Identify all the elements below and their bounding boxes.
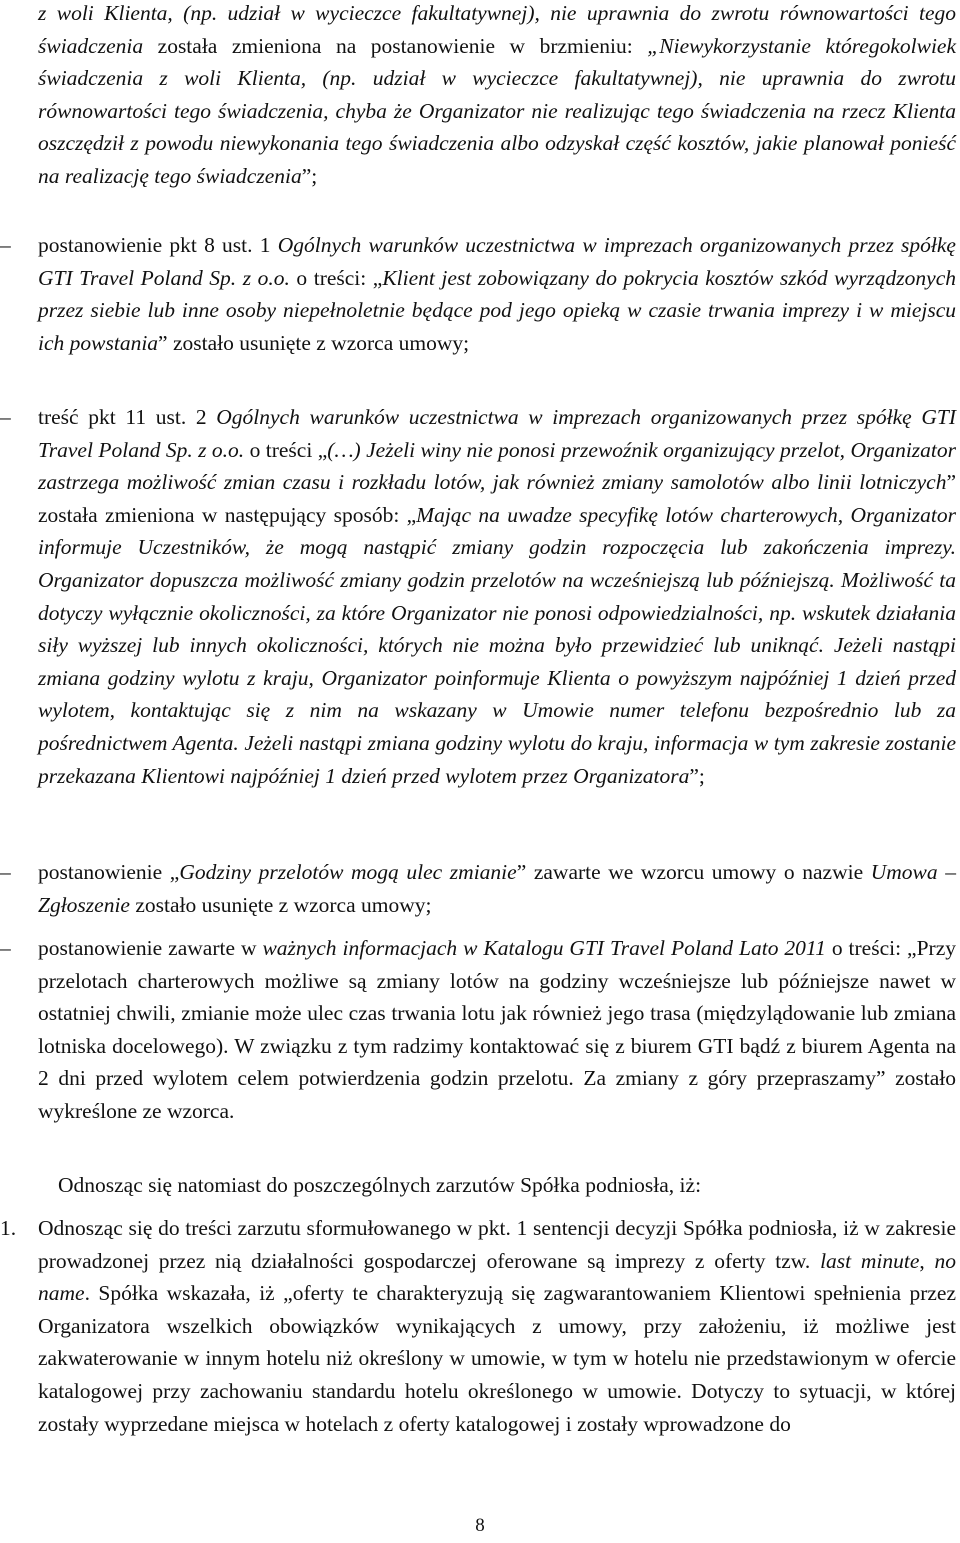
text: Odnosząc się do treści zarzutu sformułowanego w pkt. 1 sentencji decyzji Spółka podniosła, iż w zakresie prowadzonej przez nią działalności gospodarczej oferowane są imprezy z oferty tzw. [38, 1216, 956, 1273]
dash-bullet: – [0, 936, 11, 960]
text: ”; [689, 763, 705, 788]
dash-bullet: – [0, 233, 11, 257]
list-item-text [0, 932, 960, 1128]
text: ”; [301, 163, 318, 188]
paragraph-text: Odnosząc się natomiast do poszczególnych zarzutów Spółka podniosła, iż: [58, 1173, 702, 1197]
text: postanowienie pkt 8 ust. 1 [38, 233, 278, 257]
text-italic: „Niewykorzystanie któregokolwiek świadczenia z woli Klienta, (np. udział w wycieczce fakultatywnej), nie uprawnia do zwrotu równowartości tego świadczenia, chyba że Organizator nie realizując tego świadczenia na rzecz Klienta oszczędził z powodu niewykonania tego świadczenia albo odzyskał część kosztów, jakie planował ponieść na realizację tego świadczenia [38, 33, 957, 188]
list-item-godziny [0, 856, 960, 921]
text-italic: Umowa – Zgłoszenie [38, 860, 956, 917]
text: treść pkt 11 ust. 2 [38, 405, 217, 429]
text: . Spółka wskazała, iż „oferty te charakteryzują się zagwarantowaniem Klientowi spełnienia przez Organizatora wszelkich obowiązków wynikających z umowy, przy założeniu, iż możliwe jest zakwaterowanie w innym hotelu niż określony w umowie, w tym w hotelu nie przedstawionym w ofercie katalogowej przy zachowaniu standardu hotelu określonego w umowie. Dotyczy to sytuacji, w której zostały wyprzedane miejsca w hotelach z oferty katalogowej i zostały wprowadzone do [38, 1281, 956, 1436]
text-italic: ważnych informacjach w Katalogu GTI Travel Poland Lato 2011 [262, 936, 826, 960]
numbered-item-1 [0, 1212, 960, 1440]
text: postanowienie zawarte w [38, 936, 263, 960]
list-item-pkt-11 [0, 401, 960, 792]
list-item-text [0, 229, 960, 359]
text: została zmieniona na postanowienie w brzmieniu: [143, 33, 648, 58]
text-italic: Ogólnych warunków uczestnictwa w imprezach organizowanych przez spółkę GTI Travel Poland Sp. z o.o. [38, 405, 956, 462]
text: postanowienie „ [38, 860, 180, 884]
text-italic: Godziny przelotów mogą ulec zmianie [179, 860, 517, 884]
page-number: 8 [475, 1515, 485, 1536]
text-italic: no name [38, 1248, 957, 1306]
list-item-pkt-8 [0, 229, 960, 359]
text-italic: Mając na uwadze specyfikę lotów charterowych, Organizator informuje Uczestników, że mogą nastąpić zmiany godzin rozpoczęcia lub zakończenia imprezy. Organizator dopuszcza możliwość zmiany godzin przelotów na wcześniejszą lub późniejszą. Możliwość ta dotyczy wyłącznie okoliczności, za które Organizator nie ponosi odpowiedzialności, np. wskutek działania siły wyższej lub innych okoliczności, których nie można było przewidzieć lub uniknąć. Jeżeli nastąpi zmiana godziny wylotu z kraju, Organizator poinformuje Klienta o powyższym najpóźniej 1 dzień przed wylotem, kontaktując się z nim na wskazany w Umowie numer telefonu bezpośrednio lub za pośrednictwem Agenta. Jeżeli nastąpi zmiana godziny wylotu do kraju, informacja w tym zakresie zostanie przekazana Klientowi najpóźniej 1 dzień przed wylotem przez Organizatora [38, 502, 956, 788]
paragraph-intro-zarzuty [0, 1169, 960, 1202]
text: o treści „ [244, 437, 328, 462]
list-item-text [0, 401, 960, 792]
numbered-item-text [0, 1212, 960, 1440]
dash-bullet: – [0, 405, 11, 429]
item-number: 1. [0, 1216, 17, 1240]
text: o treści: „ [289, 265, 383, 290]
text: zostało usunięte z wzorca umowy; [129, 892, 432, 917]
text: ” została zmieniona w następujący sposób: „ [38, 470, 956, 527]
dash-bullet: – [0, 860, 11, 884]
text: ” zawarte we wzorcu umowy o nazwie [516, 860, 871, 884]
paragraph-continuation [0, 0, 960, 193]
text: , [919, 1248, 935, 1273]
text-italic: (…) Jeżeli winy nie ponosi przewoźnik organizujący przelot, Organizator zastrzega możliwość zmian czasu i rozkładu lotów, jak również zmiany samolotów albo linii lotniczych [38, 437, 956, 495]
text: ” zostało usunięte z wzorca umowy; [158, 330, 470, 355]
list-item-text [0, 856, 960, 921]
text-italic: z woli Klienta, (np. udział w wycieczce fakultatywnej), nie uprawnia do zwrotu równowartości tego świadczenia [38, 1, 956, 58]
text-italic: last minute [820, 1248, 920, 1273]
text-italic: Ogólnych warunków uczestnictwa w imprezach organizowanych przez spółkę GTI Travel Poland Sp. z o.o. [38, 233, 956, 290]
list-item-katalog [0, 932, 960, 1128]
text: o treści: „Przy przelotach charterowych możliwe są zmiany lotów na godziny wcześniejsze lub późniejsze nawet w ostatniej chwili, zmianie może ulec czas trwania lotu jak również jego trasa (międzylądowanie lub zmiana lotniska docelowego). W związku z tym radzimy kontaktować się z biurem GTI bądź z biurem Agenta na 2 dni przed wylotem celem potwierdzenia godzin przelotu. Za zmiany z góry przepraszamy” zostało wykreślone ze wzorca. [38, 936, 956, 1123]
text-italic: Klient jest zobowiązany do pokrycia kosztów szkód wyrządzonych przez siebie lub inne osoby niepełnoletnie będące pod jego opieką w czasie trwania imprezy i w miejscu ich powstania [38, 265, 956, 355]
